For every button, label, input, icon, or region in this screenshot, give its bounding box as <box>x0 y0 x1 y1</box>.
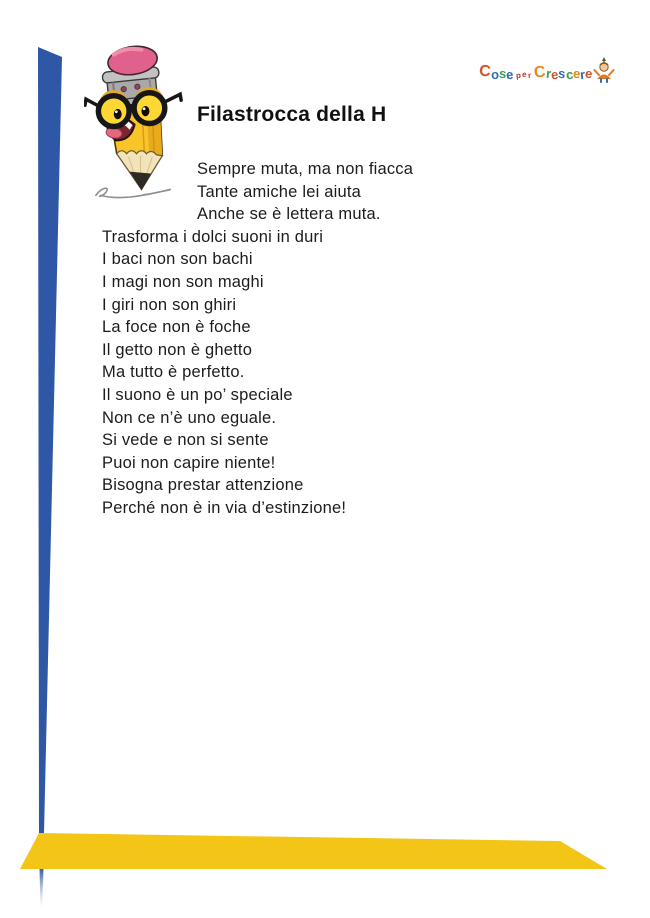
logo-letter: s <box>497 65 507 82</box>
stripe-fading-tail <box>40 869 44 908</box>
logo-letter: C <box>533 63 547 82</box>
logo-letters <box>478 62 594 83</box>
logo-child-icon <box>593 55 615 83</box>
logo-letter: r <box>579 66 586 83</box>
poem-line: I giri non son ghiri <box>102 295 237 314</box>
poem-line: Non ce n’è uno eguale. <box>102 408 277 427</box>
poem-line: Perché non è in via d’estinzione! <box>102 498 347 517</box>
logo-letter: e <box>584 65 594 82</box>
poem-line: I baci non son bachi <box>102 250 253 269</box>
logo-letter: r <box>527 70 532 81</box>
logo-letter: e <box>504 66 514 83</box>
logo-letter: o <box>489 66 500 83</box>
logo-letter: e <box>550 66 560 83</box>
poem-line: Puoi non capire niente! <box>102 453 276 472</box>
poem <box>102 158 572 520</box>
poem-line: Tante amiche lei aiuta <box>197 182 361 201</box>
poem-line: Sempre muta, ma non fiacca <box>197 160 414 178</box>
bottom-yellow-bar <box>20 833 607 869</box>
logo-letter: p <box>515 70 522 81</box>
poem-line: Si vede e non si sente <box>102 431 269 450</box>
poem-line: Bisogna prestar attenzione <box>102 476 304 495</box>
logo-letter: C <box>478 62 492 81</box>
poem-line: I magi non son maghi <box>102 272 264 291</box>
logo-letter: e <box>522 69 528 80</box>
logo-letter: c <box>564 66 574 83</box>
poem-line: Il getto non è ghetto <box>102 340 253 359</box>
poem-line: Il suono è un po’ speciale <box>102 385 293 404</box>
poem-line: Ma tutto è perfetto. <box>102 363 245 382</box>
site-logo <box>479 49 629 81</box>
poem-line: Trasforma i dolci suoni in duri <box>102 227 324 246</box>
left-blue-stripe <box>38 47 62 833</box>
poem-line: La foce non è foche <box>102 318 251 337</box>
logo-letter: e <box>572 65 581 82</box>
page-title: Filastrocca della H <box>197 103 387 126</box>
logo-letter: r <box>545 65 552 82</box>
logo-letter: s <box>557 65 567 82</box>
poem-line: Anche se è lettera muta. <box>197 205 381 224</box>
